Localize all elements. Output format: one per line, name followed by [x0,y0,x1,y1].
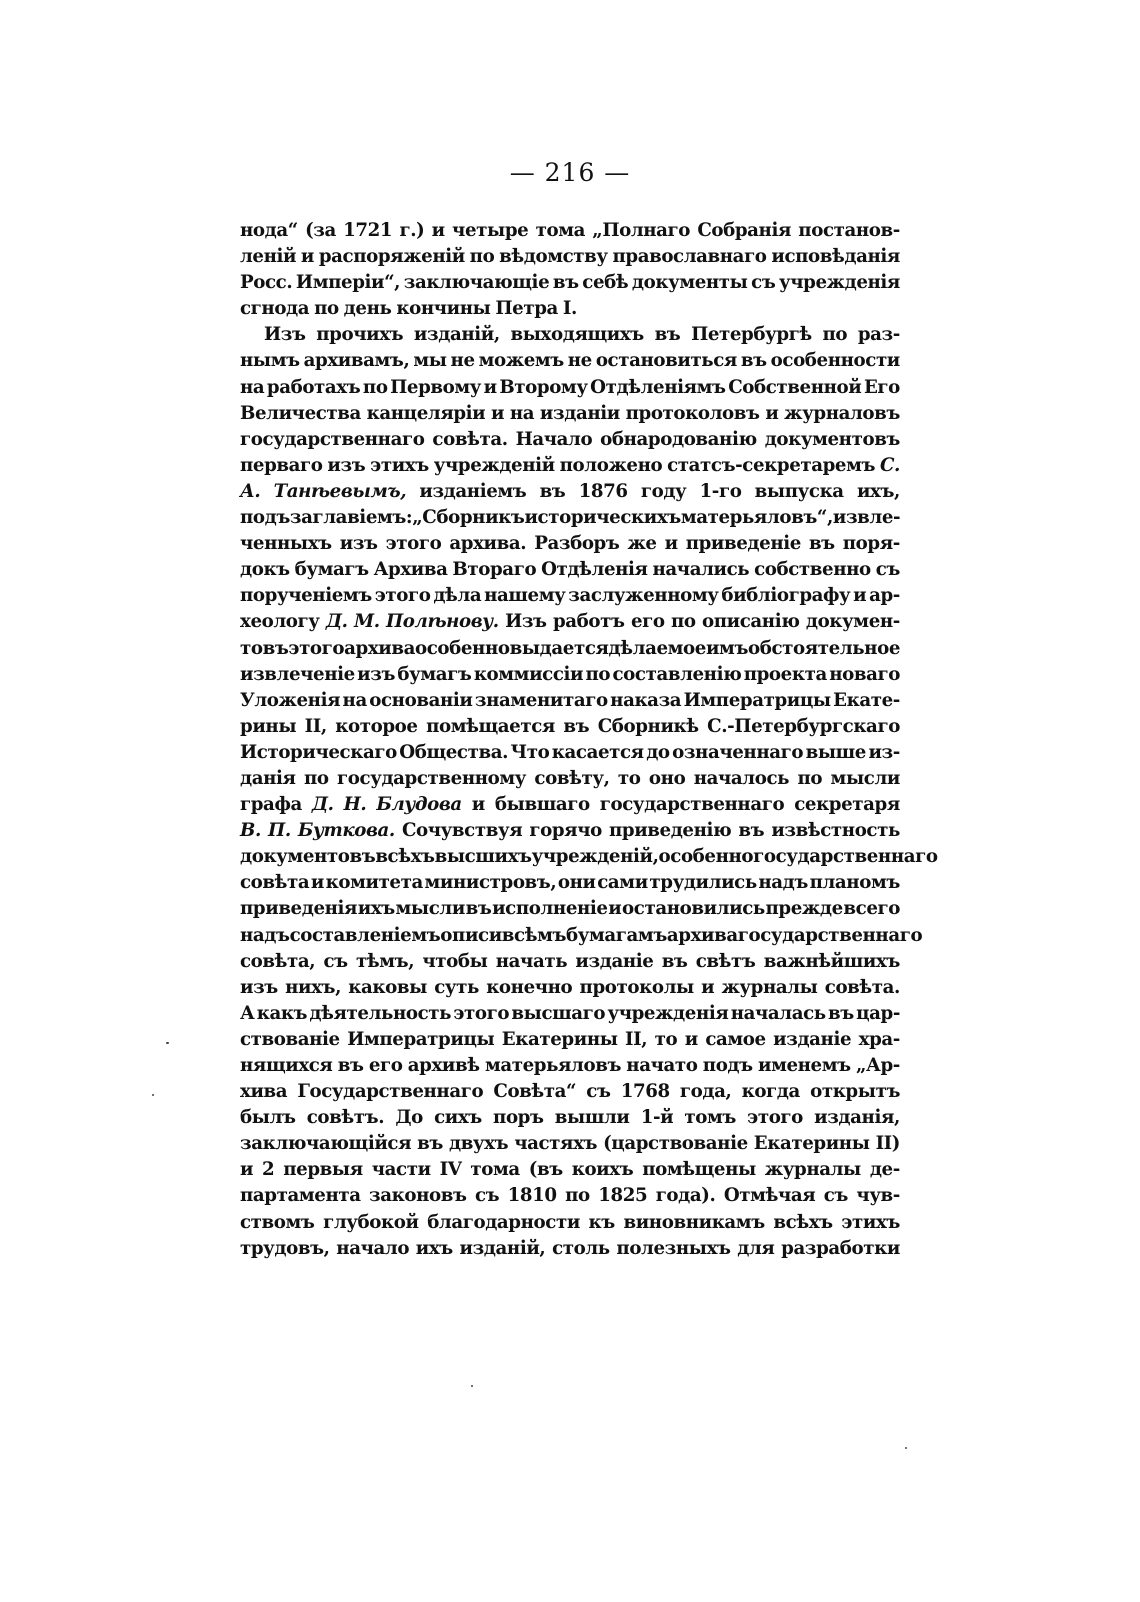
text-line: Историческаго Общества. Что касается до означеннаго выше из- [240,741,900,763]
text-line: рины II, которое помѣщается въ Сборникѣ С.-Петербургскаго [240,715,900,737]
text-line: ствованіе Императрицы Екатерины II, то и самое изданіе хра- [240,1028,900,1050]
text-line: ствомъ глубокой благодарности къ виновникамъ всѣхъ этихъ [240,1211,900,1233]
text-line: надъ составленіемъ описи всѣмъ бумагамъ архива государственнаго [240,924,923,946]
text-line: порученіемъ этого дѣла нашему заслуженному библіографу и ар- [240,585,900,607]
text-line: нымъ архивамъ, мы не можемъ не остановиться въ особенности [240,350,900,372]
text-line: партамента законовъ съ 1810 по 1825 года). Отмѣчая съ чув- [240,1185,900,1207]
text-line: хеологу Д. М. Полѣнову. Изъ работъ его по описанію докумен- [240,611,900,633]
text-line: А какъ дѣятельность этого высшаго учрежденія началась въ цар- [240,1002,900,1024]
text-line: трудовъ, начало ихъ изданій, столь полезныхъ для разработки [240,1237,900,1259]
text-line: Уложенія на основаніи знаменитаго наказа Императрицы Екате- [240,689,900,711]
body-text [240,218,938,1262]
speck [152,1094,154,1096]
text-line: изъ нихъ, каковы суть конечно протоколы и журналы совѣта. [240,976,900,998]
text-line: и 2 первыя части IV тома (въ коихъ помѣщены журналы де- [240,1159,900,1181]
text-line: графа Д. Н. Блудова и бывшаго государственнаго секретаря [240,794,900,816]
text-line: Величества канцеляріи и на изданіи протоколовъ и журналовъ [240,402,900,424]
speck [471,1385,473,1387]
text-line: Изъ прочихъ изданій, выходящихъ въ Петербургѣ по раз- [264,324,900,346]
text-line: нода“ (за 1721 г.) и четыре тома „Полнаго Собранія постанов- [240,220,900,241]
text-line: докъ бумагъ Архива Втораго Отдѣленія начались собственно съ [240,559,900,581]
text-line: леній и распоряженій по вѣдомству православнаго исповѣданія [240,246,900,268]
text-line: государственнаго совѣта. Начало обнародованію документовъ [240,428,900,450]
text-line: извлеченіе изъ бумагъ коммиссіи по составленію проекта новаго [240,663,900,685]
text-line: ченныхъ изъ этого архива. Разборъ же и приведеніе въ поря- [240,533,900,555]
text-line: перваго изъ этихъ учрежденій положено статсъ-секретаремъ С. [240,454,900,476]
text-line: совѣта, съ тѣмъ, чтобы начать изданіе въ свѣтъ важнѣйшихъ [240,950,900,972]
text-line: заключающійся въ двухъ частяхъ (царствованіе Екатерины II) [240,1133,900,1155]
text-line: приведенія ихъ мысли въ исполненіе и остановились прежде всего [240,898,900,920]
text-line: совѣта и комитета министровъ, они сами трудились надъ планомъ [240,872,900,894]
text-line: данія по государственному совѣту, то оно началось по мысли [240,767,900,789]
text-line: подъ заглавіемъ: „Сборникъ историческихъ матерьяловъ“, извле- [240,507,901,529]
text-line: товъ этого архива особенно выдается дѣлаемое имъ обстоятельное [240,637,900,659]
text-line: нящихся въ его архивѣ матерьяловъ начато подъ именемъ „Ар- [240,1055,900,1076]
text-line: на работахъ по Первому и Второму Отдѣленіямъ Собственной Его [240,376,900,398]
speck [905,1447,907,1449]
page-number: — 216 — [509,158,631,187]
text-line: хива Государственнаго Совѣта“ съ 1768 года, когда открытъ [240,1081,900,1103]
text-line: сгнода по день кончины Петра I. [240,298,577,320]
text-line: В. П. Буткова. Сочувствуя горячо приведенію въ извѣстность [240,820,900,842]
text-line: Росс. Имперіи“, заключающіе въ себѣ документы съ учрежденія [240,272,900,294]
text-line: былъ совѣтъ. До сихъ поръ вышли 1-й томъ этого изданія, [240,1107,900,1129]
text-line: А. Танѣевымъ, изданіемъ въ 1876 году 1-го выпуска ихъ, [240,480,900,502]
speck [166,1042,169,1044]
text-line: документовъ всѣхъ высшихъ учрежденій, особенно государственнаго [240,846,938,868]
